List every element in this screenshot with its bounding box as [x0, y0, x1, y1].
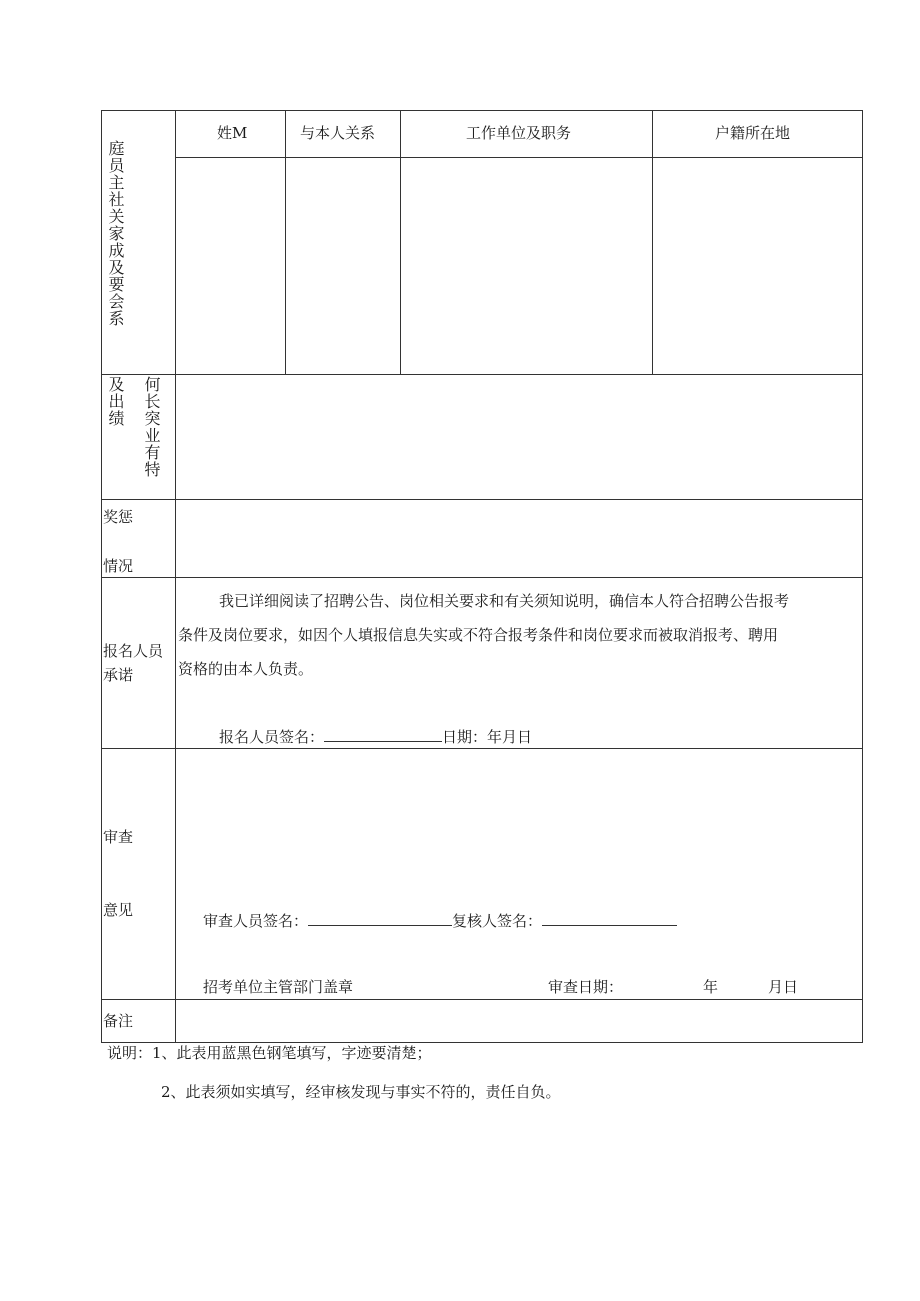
review-monthday-label: 月日: [768, 978, 799, 996]
pledge-label-line2: 承诺: [103, 666, 134, 684]
remarks-label: 备注: [103, 1012, 134, 1030]
family-section-label: 庭员主社关家成及要会系: [106, 140, 125, 327]
pledge-label-line1: 报名人员: [103, 642, 164, 660]
family-relationship-field[interactable]: [287, 159, 399, 373]
pledge-signature-label: 报名人员签名：: [219, 728, 325, 746]
rechecker-signature-line[interactable]: [542, 911, 677, 926]
pledge-signature-row: [219, 727, 532, 745]
review-label-line1: 审查: [103, 828, 134, 846]
review-opinion-field[interactable]: [177, 750, 861, 890]
column-header-relationship: 与本人关系: [300, 124, 376, 142]
family-col-divider-2: [400, 110, 401, 375]
reviewer-signature-label: 审查人员签名：: [203, 912, 309, 930]
column-header-employer-position: 工作单位及职务: [466, 124, 572, 142]
pledge-text-line3: 资格的由本人负责。: [178, 660, 314, 678]
review-date-label: 审查日期：: [548, 978, 624, 996]
reviewer-signature-line[interactable]: [308, 911, 452, 926]
row-divider-review: [101, 748, 863, 749]
table-border-top: [101, 110, 863, 111]
family-header-divider: [175, 157, 863, 158]
pledge-text-line2: 条件及岗位要求，如因个人填报信息失实或不符合报考条件和岗位要求而被取消报考、聘用: [178, 626, 779, 644]
review-seal-label: 招考单位主管部门盖章: [203, 978, 354, 996]
table-border-right: [862, 110, 863, 1043]
column-header-household-registration: 户籍所在地: [715, 124, 791, 142]
review-signature-row: [203, 911, 677, 929]
review-year-label: 年: [703, 978, 719, 996]
note-line-2: 2、此表须如实填写，经审核发现与事实不符的，责任自负。: [161, 1083, 561, 1101]
rechecker-signature-label: 复核人签名：: [452, 912, 543, 930]
family-col-divider-1: [285, 110, 286, 375]
note-line-1: 说明：1、此表用蓝黑色钢笔填写，字迹要清楚；: [107, 1044, 432, 1062]
table-border-left: [101, 110, 102, 1043]
pledge-text-line1: 我已详细阅读了招聘公告、岗位相关要求和有关须知说明，确信本人符合招聘公告报考: [219, 592, 790, 610]
row-divider-specialty: [101, 374, 863, 375]
family-household-field[interactable]: [654, 159, 861, 373]
column-header-name: 姓M: [217, 124, 248, 142]
review-label-line2: 意见: [103, 901, 134, 919]
table-border-bottom: [101, 1042, 863, 1043]
specialty-label-left: 及出绩: [106, 376, 125, 427]
label-column-divider: [175, 110, 176, 1043]
family-name-field[interactable]: [177, 159, 284, 373]
family-col-divider-3: [652, 110, 653, 375]
pledge-date-label: 日期：年月日: [442, 728, 533, 746]
remarks-field[interactable]: [177, 1001, 861, 1041]
specialty-label-right: 何长突业有特: [142, 376, 161, 478]
specialty-field[interactable]: [177, 376, 861, 498]
row-divider-remarks: [101, 999, 863, 1000]
awards-label-line2: 情况: [103, 557, 134, 575]
awards-field[interactable]: [177, 501, 861, 576]
row-divider-awards: [101, 499, 863, 500]
pledge-signature-line[interactable]: [324, 727, 442, 742]
row-divider-pledge: [101, 577, 863, 578]
awards-label-line1: 奖惩: [103, 508, 134, 526]
family-employer-field[interactable]: [402, 159, 651, 373]
